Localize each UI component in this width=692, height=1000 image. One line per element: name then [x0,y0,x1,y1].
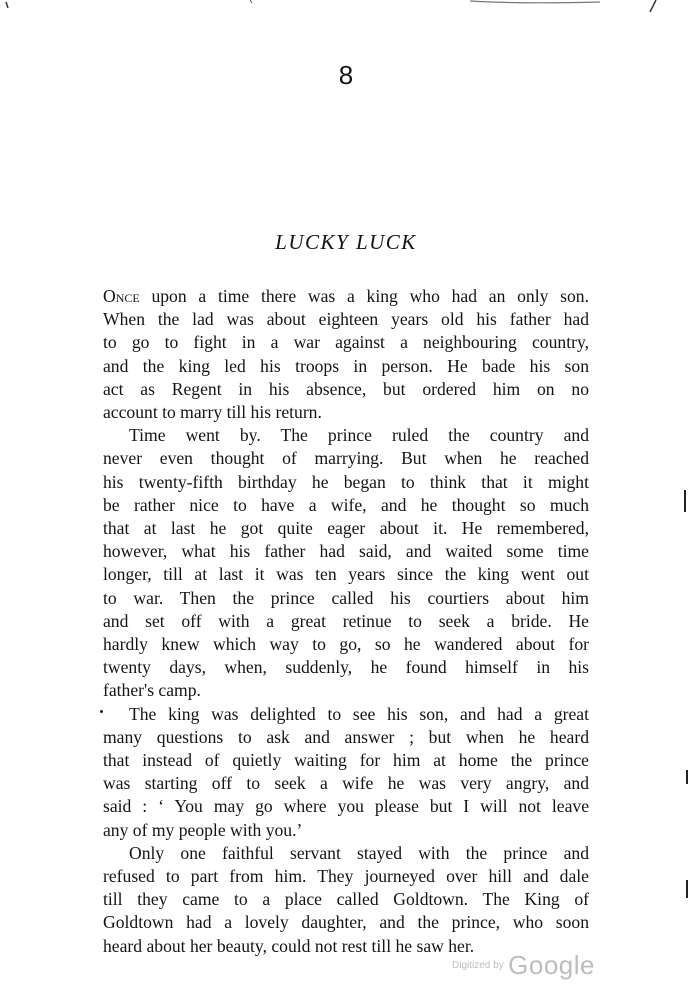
text-line: that instead of quietly waiting for him at home the prince [103,750,589,771]
scan-edge-mark [684,490,686,512]
text-line: The king was delighted to see his son, and had a great [129,703,589,724]
scan-edge-mark [100,710,103,713]
text-line: twenty days, when, suddenly, he found himself in his [103,657,589,678]
page-number: 8 [338,60,354,90]
text-line: Goldtown had a lovely daughter, and the prince, who soon [103,912,589,933]
text-line: heard about her beauty, could not rest till he saw her. [103,935,475,956]
text-line: never even thought of marrying. But when he reached [103,448,589,469]
text-line: hardly knew which way to go, so he wandered about for [103,634,589,655]
chapter-title: LUCKY LUCK [275,230,417,254]
text-line [103,285,589,308]
text-line: till they came to a place called Goldtown. The King of [103,889,589,910]
scan-edge-mark [686,880,688,898]
text-line: said : ‘ You may go where you please but I will not leave [103,796,589,817]
opening-word: Once [103,286,140,306]
text-line: be rather nice to have a wife, and he thought so much [103,494,589,515]
digitized-by-google-watermark [452,950,595,981]
text-line: and the king led his troops in person. He bade his son [103,355,589,376]
text-line: refused to part from him. They journeyed over hill and dale [103,866,589,887]
top-edge-marks [0,0,692,14]
text-line: account to marry till his return. [103,402,322,423]
text-line: When the lad was about eighteen years old his father had [103,309,589,330]
text-line: any of my people with you.’ [103,819,303,840]
text-line: act as Regent in his absence, but ordered him on no [103,378,589,399]
text-line: many questions to ask and answer ; but when he heard [103,726,589,747]
text-line: was starting off to seek a wife he was very angry, and [103,773,589,794]
scan-edge-mark [686,770,688,784]
text-line: however, what his father had said, and waited some time [103,541,589,562]
text-line: father's camp. [103,680,201,701]
text-line: and set off with a great retinue to seek a bride. He [103,610,589,631]
text-line: longer, till at last it was ten years since the king went out [103,564,589,585]
text-line: that at last he got quite eager about it. He remembered, [103,518,589,539]
text-line: Only one faithful servant stayed with the prince and [129,842,589,863]
text-line: to war. Then the prince called his courtiers about him [103,587,589,608]
text-line: his twenty-fifth birthday he began to think that it might [103,471,589,492]
body-text [103,285,589,958]
watermark-prefix: Digitized by [452,960,504,971]
google-logo: Google [508,950,595,980]
text-line: Time went by. The prince ruled the country and [129,425,589,446]
text-line-content: upon a time there was a king who had an only son. [139,286,589,306]
text-line: to go to fight in a war against a neighbouring country, [103,332,589,353]
